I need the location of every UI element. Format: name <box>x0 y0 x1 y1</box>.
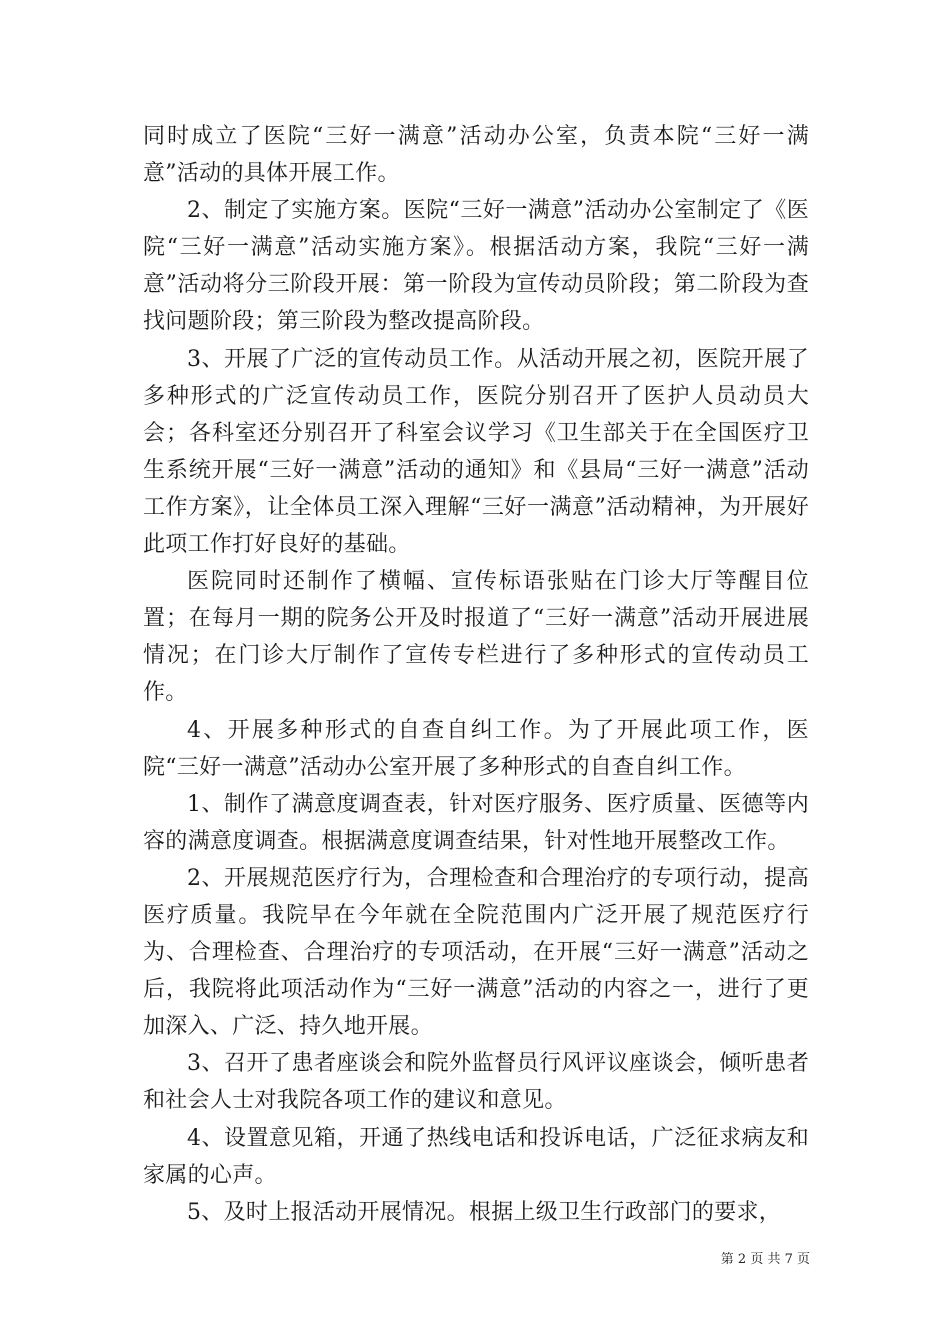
paragraph-7: 2、开展规范医疗行为，合理检查和合理治疗的专项行动，提高医疗质量。我院早在今年就在全院范围内广泛开展了规范医疗行为、合理检查、合理治疗的专项活动，在开展“三好一满意”活动之后，我院将此项活动作为“三好一满意”活动的内容之一，进行了更加深入、广泛、持久地开展。 <box>143 865 809 1040</box>
page-number-footer: 第 2 页 共 7 页 <box>720 1252 810 1267</box>
paragraph-1: 同时成立了医院“三好一满意”活动办公室，负责本院“三好一满意”活动的具体开展工作。 <box>143 124 809 187</box>
paragraph-4: 医院同时还制作了横幅、宣传标语张贴在门诊大厅等醒目位置；在每月一期的院务公开及时报道了“三好一满意”活动开展进展情况；在门诊大厅制作了宣传专栏进行了多种形式的宣传动员工作。 <box>143 569 809 706</box>
paragraph-9: 4、设置意见箱，开通了热线电话和投诉电话，广泛征求病友和家属的心声。 <box>143 1125 809 1188</box>
paragraph-3: 3、开展了广泛的宣传动员工作。从活动开展之初，医院开展了多种形式的广泛宣传动员工作，医院分别召开了医护人员动员大会；各科室还分别召开了科室会议学习《卫生部关于在全国医疗卫生系统开展“三好一满意”活动的通知》和《县局“三好一满意”活动工作方案》，让全体员工深入理解“三好一满意”活动精神，为开展好此项工作打好良好的基础。 <box>143 346 809 558</box>
document-body <box>143 118 809 1231</box>
paragraph-8: 3、召开了患者座谈会和院外监督员行风评议座谈会，倾听患者和社会人士对我院各项工作的建议和意见。 <box>143 1051 809 1114</box>
paragraph-5: 4、开展多种形式的自查自纠工作。为了开展此项工作，医院“三好一满意”活动办公室开展了多种形式的自查自纠工作。 <box>143 717 809 780</box>
paragraph-6: 1、制作了满意度调查表，针对医疗服务、医疗质量、医德等内容的满意度调查。根据满意度调查结果，针对性地开展整改工作。 <box>143 791 809 854</box>
paragraph-10: 5、及时上报活动开展情况。根据上级卫生行政部门的要求， <box>187 1199 782 1225</box>
paragraph-2: 2、制定了实施方案。医院“三好一满意”活动办公室制定了《医院“三好一满意”活动实施方案》。根据活动方案，我院“三好一满意”活动将分三阶段开展：第一阶段为宣传动员阶段；第二阶段为查找问题阶段；第三阶段为整改提高阶段。 <box>143 198 809 335</box>
